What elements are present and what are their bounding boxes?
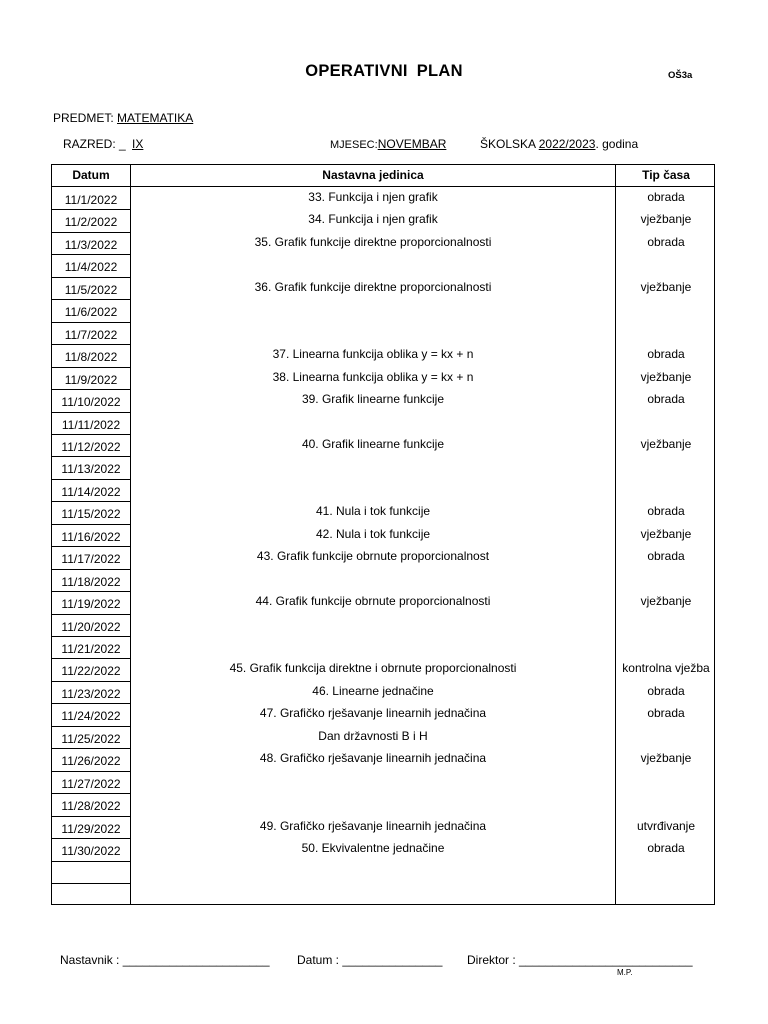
skolska-suffix: . godina — [595, 137, 639, 151]
form-code: OŠ3a — [668, 70, 693, 81]
row-divider — [52, 254, 130, 255]
footer-direktor: Direktor : __________________________ — [467, 953, 693, 967]
lesson-type: vježbanje — [640, 436, 692, 451]
skolska-line — [480, 137, 638, 151]
row-divider — [52, 681, 130, 682]
predmet-label: PREDMET: — [53, 111, 114, 125]
date-cell: 11/15/2022 — [61, 507, 121, 522]
lesson-unit: 47. Grafičko rješavanje linearnih jednačina — [259, 706, 487, 721]
lesson-type: obrada — [647, 504, 685, 519]
row-divider — [52, 501, 130, 502]
razred-label: RAZRED: _ — [63, 137, 126, 151]
date-cell: 11/23/2022 — [61, 686, 121, 701]
lesson-type: obrada — [647, 706, 685, 721]
lesson-unit: 44. Grafik funkcije obrnute proporcionalnosti — [255, 594, 491, 609]
row-divider — [52, 658, 130, 659]
footer-nastavnik: Nastavnik : ______________________ — [60, 953, 270, 967]
lesson-unit: 42. Nula i tok funkcije — [315, 526, 431, 541]
lesson-unit: 46. Linearne jednačine — [312, 683, 434, 698]
header-tip-casa: Tip časa — [642, 168, 690, 182]
razred-line — [63, 137, 146, 151]
skolska-label: ŠKOLSKA — [480, 137, 536, 151]
row-divider — [52, 367, 130, 368]
lesson-unit: 50. Ekvivalentne jednačine — [301, 841, 445, 856]
date-cell: 11/16/2022 — [61, 529, 121, 544]
mjesec-value: NOVEMBAR — [377, 137, 447, 151]
lesson-type: vježbanje — [640, 279, 692, 294]
row-divider — [52, 861, 130, 862]
lesson-unit: 35. Grafik funkcije direktne proporcionalnosti — [254, 234, 492, 249]
date-cell: 11/8/2022 — [64, 350, 118, 365]
row-divider — [52, 636, 130, 637]
date-cell: 11/1/2022 — [64, 193, 118, 207]
footer-datum: Datum : _______________ — [297, 953, 443, 967]
lesson-unit: Dan državnosti B i H — [318, 728, 428, 743]
lesson-type: obrada — [647, 841, 685, 856]
lesson-unit: 41. Nula i tok funkcije — [315, 504, 431, 519]
date-cell: 11/20/2022 — [61, 619, 121, 634]
date-cell: 11/9/2022 — [64, 372, 118, 387]
date-cell: 11/12/2022 — [61, 439, 121, 454]
date-cell: 11/17/2022 — [61, 552, 121, 567]
row-divider — [52, 277, 130, 278]
date-cell: 11/18/2022 — [61, 574, 121, 589]
mjesec-line — [330, 137, 446, 151]
date-cell: 11/30/2022 — [61, 844, 121, 859]
lesson-unit: 37. Linearna funkcija oblika y = kx + n — [272, 347, 474, 362]
row-divider — [52, 816, 130, 817]
row-divider — [52, 838, 130, 839]
lesson-unit: 48. Grafičko rješavanje linearnih jednačina — [259, 751, 487, 766]
date-cell: 11/13/2022 — [61, 462, 121, 477]
date-cell: 11/4/2022 — [64, 260, 118, 275]
row-divider — [52, 456, 130, 457]
date-cell: 11/10/2022 — [61, 395, 121, 410]
header-divider — [52, 186, 714, 187]
row-divider — [52, 322, 130, 323]
row-divider — [52, 748, 130, 749]
row-divider — [52, 389, 130, 390]
row-divider — [52, 524, 130, 525]
row-divider — [52, 771, 130, 772]
date-cell: 11/21/2022 — [61, 642, 121, 656]
date-cell: 11/29/2022 — [61, 821, 121, 836]
date-cell: 11/2/2022 — [64, 215, 118, 230]
lesson-unit: 39. Grafik linearne funkcije — [301, 392, 445, 407]
lesson-type: obrada — [647, 683, 685, 698]
row-divider — [52, 793, 130, 794]
date-cell: 11/19/2022 — [61, 597, 121, 612]
date-cell: 11/26/2022 — [61, 754, 121, 769]
lesson-type: obrada — [647, 549, 685, 564]
lesson-unit: 49. Grafičko rješavanje linearnih jednačina — [259, 818, 487, 833]
lesson-type: obrada — [647, 392, 685, 407]
date-cell: 11/22/2022 — [61, 664, 121, 679]
footer-mp: M.P. — [617, 968, 633, 977]
lesson-type: utvrđivanje — [636, 818, 696, 833]
lesson-unit: 40. Grafik linearne funkcije — [301, 436, 445, 451]
date-cell: 11/27/2022 — [61, 776, 121, 791]
lesson-type: obrada — [647, 190, 685, 204]
row-divider — [52, 299, 130, 300]
plan-table — [51, 164, 715, 905]
row-divider — [52, 569, 130, 570]
date-cell: 11/11/2022 — [61, 417, 121, 432]
lesson-unit: 45. Grafik funkcija direktne i obrnute proporcionalnosti — [229, 661, 517, 676]
row-divider — [52, 703, 130, 704]
lesson-unit: 34. Funkcija i njen grafik — [308, 212, 438, 227]
skolska-value: 2022/2023 — [538, 137, 596, 151]
lesson-type: kontrolna vježba — [622, 661, 710, 676]
razred-value: IX — [132, 137, 144, 151]
date-cell: 11/3/2022 — [64, 237, 118, 252]
date-cell: 11/7/2022 — [64, 327, 118, 342]
row-divider — [52, 232, 130, 233]
row-divider — [52, 209, 130, 210]
predmet-line — [53, 111, 193, 125]
lesson-type: vježbanje — [640, 212, 692, 227]
lesson-type: obrada — [647, 234, 685, 249]
lesson-type: vježbanje — [640, 594, 692, 609]
lesson-type: vježbanje — [640, 369, 692, 384]
lesson-type: obrada — [647, 347, 685, 362]
date-cell: 11/25/2022 — [61, 731, 121, 746]
row-divider — [52, 614, 130, 615]
header-nastavna-jedinica: Nastavna jedinica — [322, 168, 424, 182]
lesson-type: vježbanje — [640, 751, 692, 766]
row-divider — [52, 591, 130, 592]
row-divider — [52, 479, 130, 480]
lesson-unit: 43. Grafik funkcije obrnute proporcionalnost — [256, 549, 490, 564]
date-cell: 11/6/2022 — [64, 305, 118, 320]
mjesec-label: MJESEC: — [330, 139, 378, 151]
lesson-unit: 36. Grafik funkcije direktne proporcionalnosti — [254, 279, 492, 294]
row-divider — [52, 546, 130, 547]
row-divider — [52, 412, 130, 413]
document-title: OPERATIVNI PLAN — [305, 62, 463, 80]
date-cell: 11/5/2022 — [64, 282, 118, 297]
lesson-unit: 33. Funkcija i njen grafik — [308, 190, 438, 204]
row-divider — [52, 434, 130, 435]
header-datum: Datum — [72, 168, 110, 182]
row-divider — [52, 726, 130, 727]
row-divider — [52, 883, 130, 884]
row-divider — [52, 344, 130, 345]
date-cell: 11/28/2022 — [61, 799, 121, 814]
date-cell: 11/24/2022 — [61, 709, 121, 724]
date-cell: 11/14/2022 — [61, 484, 121, 499]
lesson-type: vježbanje — [640, 526, 692, 541]
predmet-value: MATEMATIKA — [117, 111, 194, 125]
lesson-unit: 38. Linearna funkcija oblika y = kx + n — [272, 369, 474, 384]
